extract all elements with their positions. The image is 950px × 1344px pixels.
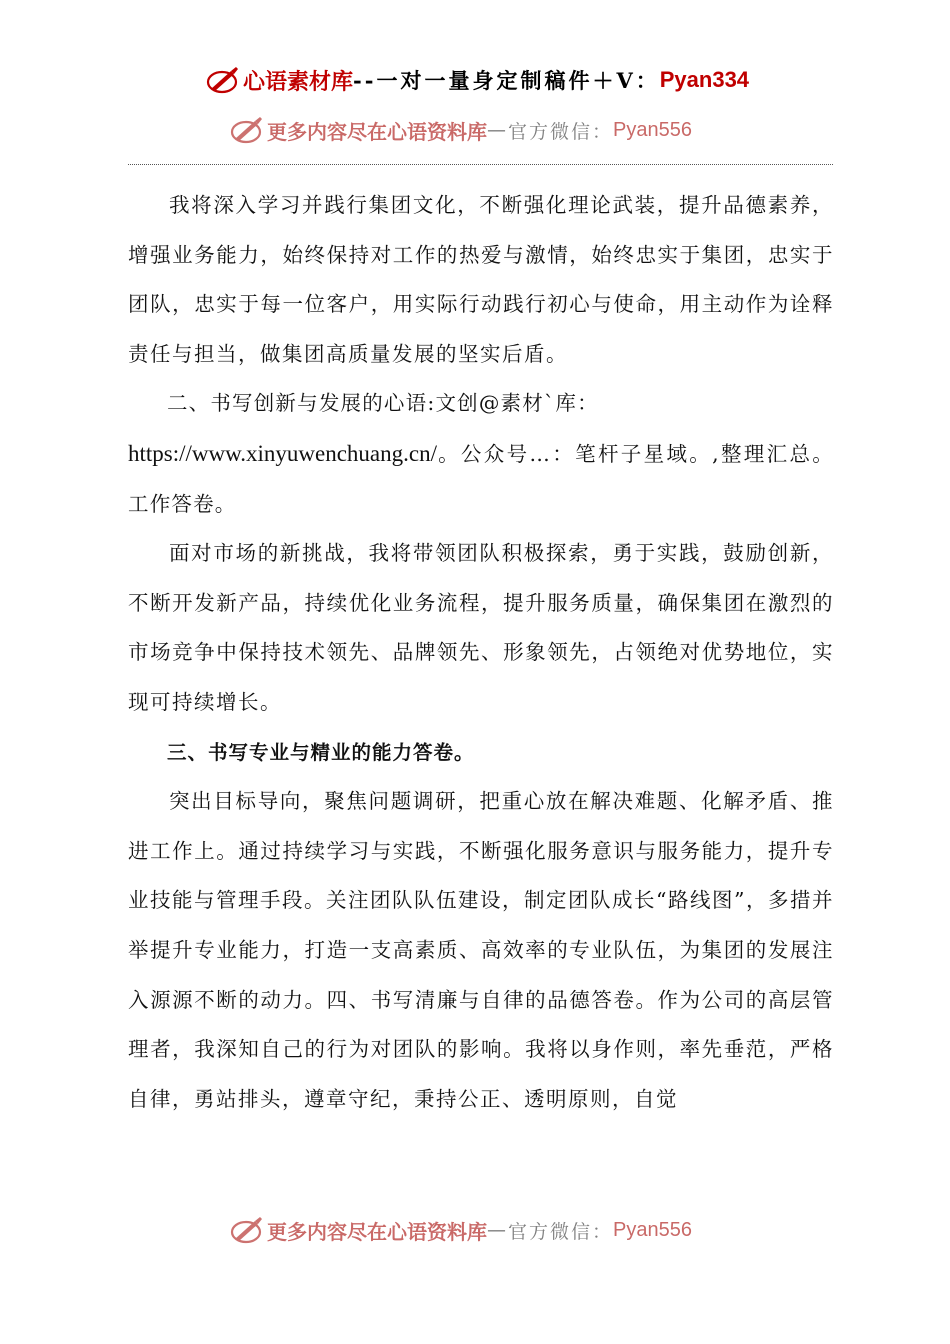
brand-name: 心语素材库 — [243, 68, 354, 95]
footer-watermark-label: 官方微信： — [508, 1220, 614, 1243]
pen-logo-icon — [229, 115, 265, 145]
header-divider — [128, 164, 833, 165]
header-contact-id: Pyan334 — [659, 67, 750, 92]
paragraph-1: 我将深入学习并践行集团文化，不断强化理论武装，提升品德素养，增强业务能力，始终保持对工作的热爱与激情，始终忠实于集团，忠实于团队，忠实于每一位客户，用实际行动践行初心与使命，用主动作为诠释责任与担当，做集团高质量发展的坚实后盾。 — [128, 193, 834, 366]
pen-logo-icon — [229, 1215, 265, 1245]
footer-watermark-contact-id: Pyan556 — [613, 1218, 692, 1241]
section-heading-2 — [128, 379, 834, 529]
header-slogan: 一对一量身定制稿件＋V： — [376, 68, 660, 93]
pen-logo-icon — [205, 65, 241, 95]
watermark-dash: — — [487, 119, 508, 141]
paragraph-3: 突出目标导向，聚焦问题调研，把重心放在解决难题、化解矛盾、推进工作上。通过持续学习与实践，不断强化服务意识与服务能力，提升专业技能与管理手段。关注团队队伍建设，制定团队成长“路线图”，多措并举提升专业能力，打造一支高素质、高效率的专业队伍，为集团的发展注入源源不断的动力。四、书写清廉与自律的品德答卷。作为公司的高层管理者，我深知自己的行为对团队的影响。我将以身作则，率先垂范，严格自律，勇站排头，遵章守纪，秉持公正、透明原则，自觉 — [128, 789, 834, 1111]
section-heading-3: 三、书写专业与精业的能力答卷。 — [167, 740, 475, 764]
footer-watermark-text: 更多内容尽在心语资料库 — [267, 1219, 487, 1244]
paragraph-2: 面对市场的新挑战，我将带领团队积极探索，勇于实践，鼓励创新，不断开发新产品，持续优化业务流程，提升服务质量，确保集团在激烈的市场竞争中保持技术领先、品牌领先、形象领先，占领绝对优势地位，实现可持续增长。 — [128, 541, 834, 714]
section-heading-2-url: https://www.xinyuwenchuang.cn/ — [128, 440, 437, 466]
header-separator: -- — [353, 67, 377, 93]
watermark-label: 官方微信： — [508, 120, 614, 143]
document-body — [128, 181, 834, 1124]
footer-watermark — [229, 1212, 692, 1248]
header-watermark — [229, 112, 692, 148]
document-header — [205, 62, 749, 98]
footer-watermark-dash: — — [487, 1219, 508, 1241]
watermark-contact-id: Pyan556 — [613, 118, 692, 141]
watermark-text: 更多内容尽在心语资料库 — [267, 119, 487, 144]
section-heading-2-tail: 。公众号…：笔杆子星域。,整理汇总。工作答卷。 — [128, 441, 834, 516]
section-heading-2-text: 二、书写创新与发展的心语:文创@素材`库： — [166, 391, 599, 416]
